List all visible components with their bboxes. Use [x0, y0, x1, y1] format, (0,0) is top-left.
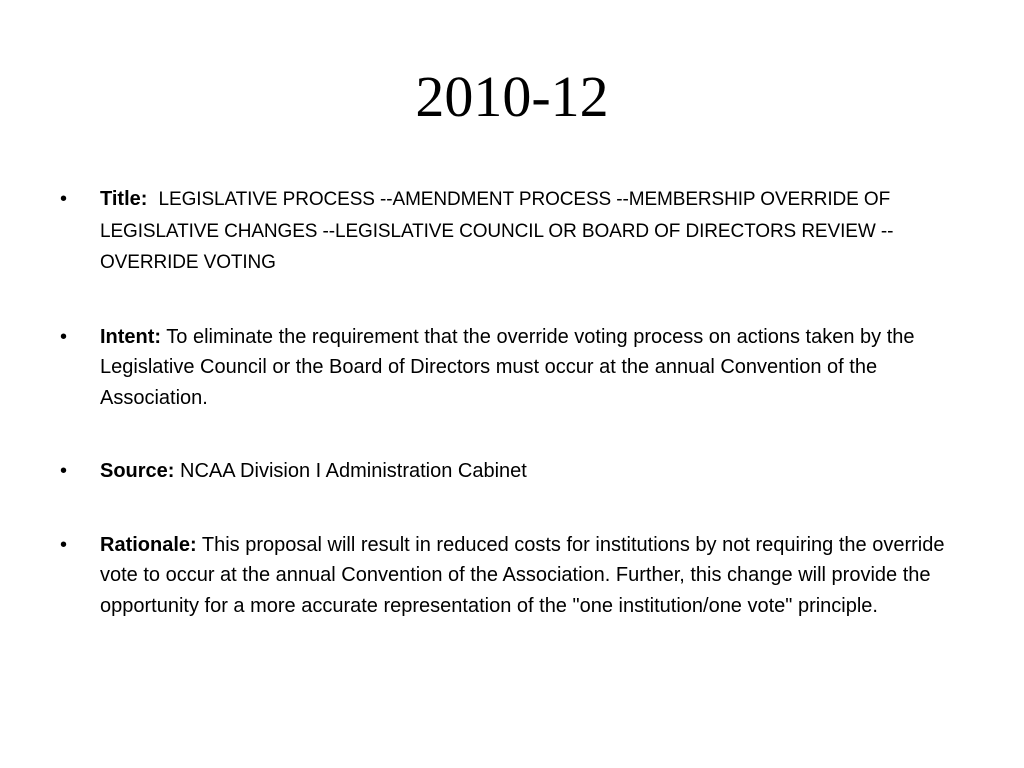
- bullet-intent: [60, 322, 970, 414]
- bullet-title: [60, 184, 970, 279]
- bullet-dot-icon: •: [60, 460, 68, 482]
- bullet-label: Rationale:: [100, 533, 197, 556]
- bullet-dot-icon: •: [60, 188, 68, 210]
- bullet-dot-icon: •: [60, 533, 68, 556]
- bullet-label: Source:: [100, 460, 175, 482]
- bullet-source: [60, 456, 970, 487]
- bullet-list: [60, 184, 970, 664]
- bullet-label: Intent:: [100, 325, 162, 348]
- bullet-text: This proposal will result in reduced costs for institutions by not requiring the override vote to occur at the annual Convention of the Association. Further, this change will provide the opportunity for a more accurate representation of the "one institution/one vote" principle.: [100, 533, 945, 617]
- bullet-text: LEGISLATIVE PROCESS --AMENDMENT PROCESS --MEMBERSHIP OVERRIDE OF LEGISLATIVE CHANGES --LEGISLATIVE COUNCIL OR BOARD OF DIRECTORS REVIEW --OVERRIDE VOTING: [100, 189, 894, 273]
- bullet-dot-icon: •: [60, 325, 68, 348]
- bullet-text: To eliminate the requirement that the override voting process on actions taken by the Legislative Council or the Board of Directors must occur at the annual Convention of the Association.: [100, 325, 915, 409]
- bullet-rationale: [60, 530, 970, 622]
- slide-title: 2010-12: [415, 64, 609, 129]
- bullet-label: Title:: [100, 188, 148, 210]
- bullet-text: NCAA Division I Administration Cabinet: [180, 460, 527, 482]
